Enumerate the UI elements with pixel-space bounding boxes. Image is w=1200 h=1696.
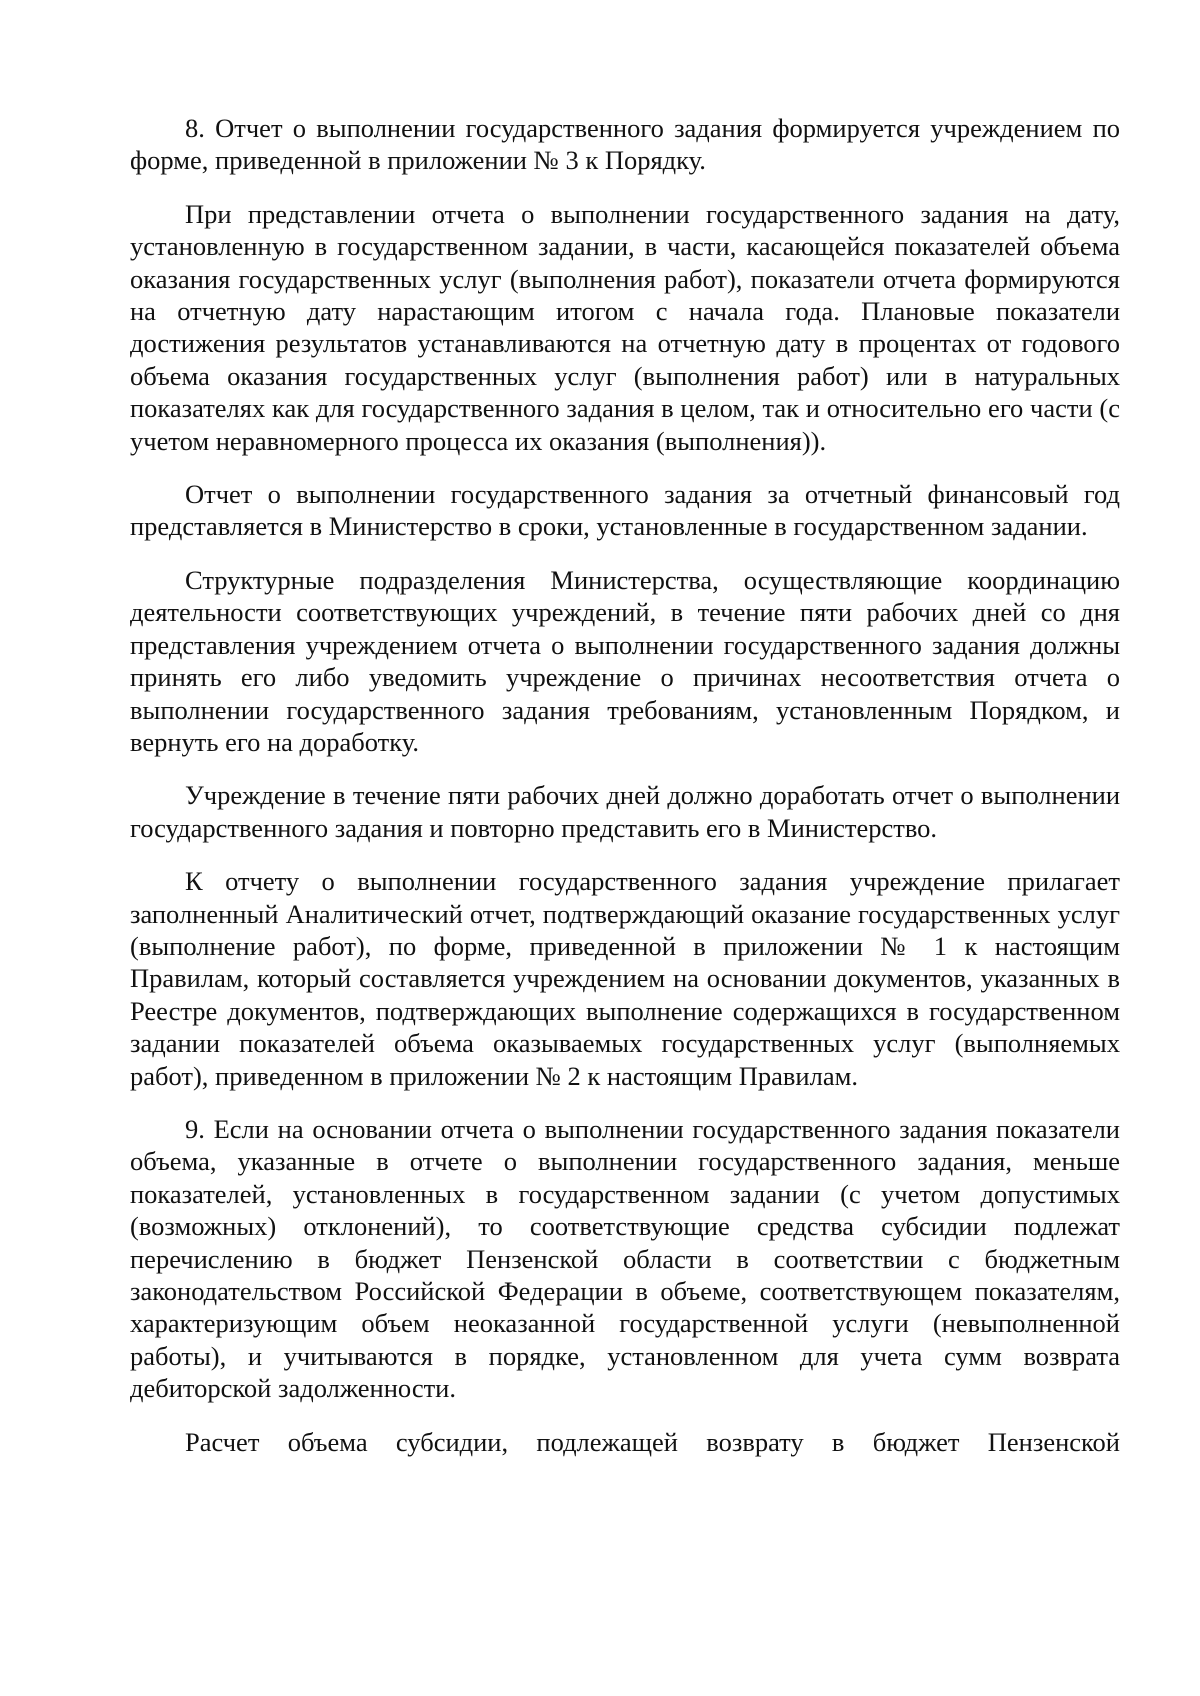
paragraph-ministry-review: Структурные подразделения Министерства, осуществляющие координацию деятельности соответствующих учреждений, в течение пяти рабочих дней со дня представления учреждением отчета о выполнении государственного задания должны принять его либо уведомить учреждение о причинах несоответствия отчета о выполнении государственного задания требованиям, установленным Порядком, и вернуть его на доработку. bbox=[130, 564, 1120, 757]
paragraph-report-submission-date: При представлении отчета о выполнении государственного задания на дату, установленную в государственном задании, в части, касающейся показателей объема оказания государственных услуг (выполнения работ), показатели отчета формируются на отчетную дату нарастающим итогом с начала года. Плановые показатели достижения результатов устанавливаются на отчетную дату в процентах от годового объема оказания государственных услуг (выполнения работ) или в натуральных показателях как для государственного задания в целом, так и относительно его части (с учетом неравномерного процесса их оказания (выполнения)). bbox=[130, 198, 1120, 456]
paragraph-9-subsidy-return: 9. Если на основании отчета о выполнении государственного задания показатели объема, указанные в отчете о выполнении государственного задания, меньше показателей, установленных в государственном задании (с учетом допустимых (возможных) отклонений), то соответствующие средства субсидии подлежат перечислению в бюджет Пензенской области в соответствии с бюджетным законодательством Российской Федерации в объеме, соответствующем показателям, характеризующим объем неоказанной государственной услуги (невыполненной работы), и учитываются в порядке, установленном для учета сумм возврата дебиторской задолженности. bbox=[130, 1113, 1120, 1404]
paragraph-analytical-report: К отчету о выполнении государственного задания учреждение прилагает заполненный Аналитический отчет, подтверждающий оказание государственных услуг (выполнение работ), по форме, приведенной в приложении № 1 к настоящим Правилам, который составляется учреждением на основании документов, указанных в Реестре документов, подтверждающих выполнение содержащихся в государственном задании показателей объема оказываемых государственных услуг (выполняемых работ), приведенном в приложении № 2 к настоящим Правилам. bbox=[130, 866, 1120, 1091]
paragraph-8-report-form: 8. Отчет о выполнении государственного задания формируется учреждением по форме, приведенной в приложении № 3 к Порядку. bbox=[130, 113, 1120, 176]
paragraph-annual-report-deadline: Отчет о выполнении государственного задания за отчетный финансовый год представляется в Министерство в сроки, установленные в государственном задании. bbox=[130, 479, 1120, 542]
document-page bbox=[130, 112, 1120, 1479]
paragraph-subsidy-calculation: Расчет объема субсидии, подлежащей возврату в бюджет Пензенской bbox=[185, 1426, 1120, 1457]
paragraph-report-revision: Учреждение в течение пяти рабочих дней должно доработать отчет о выполнении государственного задания и повторно представить его в Министерство. bbox=[130, 780, 1120, 843]
